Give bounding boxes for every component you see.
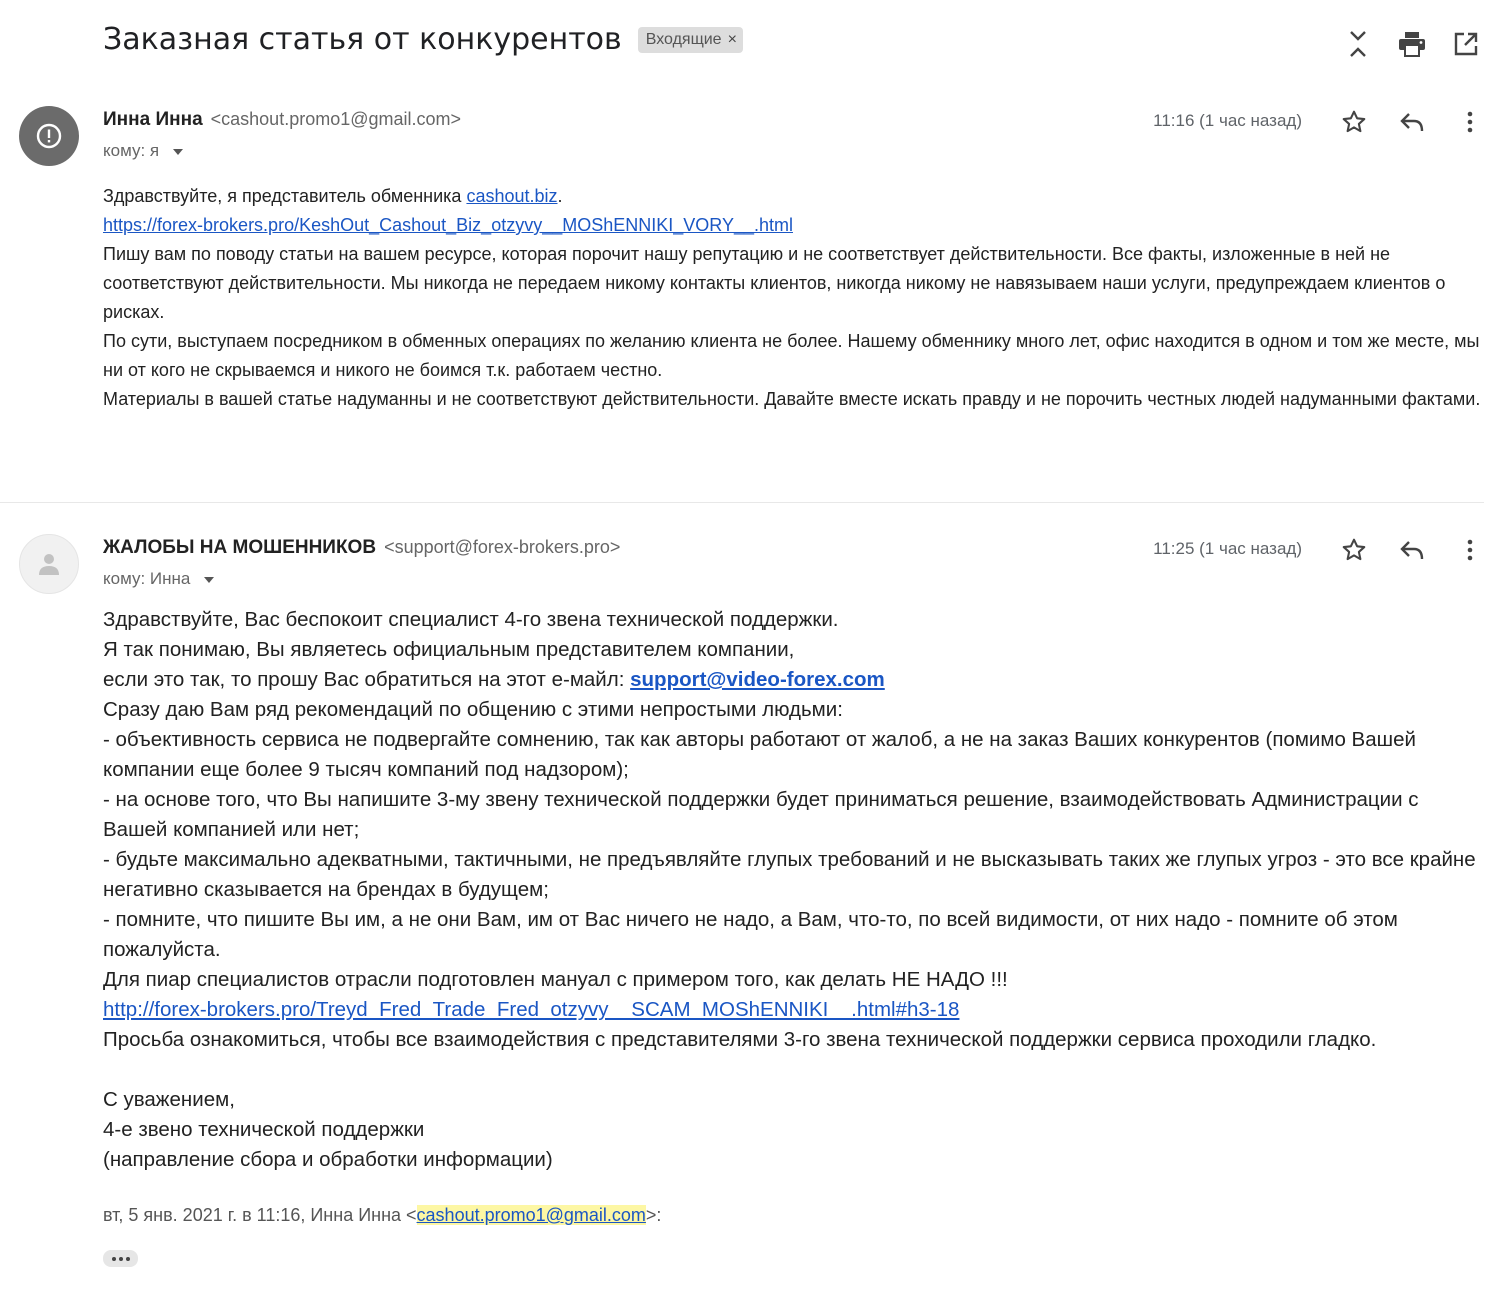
spacer [103,1055,1488,1085]
person-icon [36,551,62,577]
sender-avatar-warning [19,106,79,166]
recipients-dropdown[interactable] [103,141,183,161]
list-item: - объективность сервиса не подвергайте сомнению, так как авторы работают от жалоб, а не на заказ Ваших конкурентов (помимо Вашей компании еще более 9 тысяч компаний под надзором); [103,728,1416,781]
message-1-sender [103,109,461,131]
body-line: Сразу даю Вам ряд рекомендаций по общению с этими непростыми людьми: [103,698,843,721]
thread-subject: Заказная статья от конкурентов [103,22,622,57]
star-icon[interactable] [1338,534,1370,566]
body-paragraph: Материалы в вашей статье надуманны и не соответствуют действительности. Давайте вместе искать правду и не порочить честных людей надуманными фактами. [103,389,1481,409]
body-paragraph: По сути, выступаем посредником в обменных операциях по желанию клиента не более. Нашему обменнику много лет, офис находится в одном и том же месте, мы ни от кого не скрываемся и никого не боимся т.к. работаем честно. [103,331,1480,380]
chevron-down-icon [173,149,183,155]
chevron-down-icon [204,577,214,583]
dot-icon [112,1257,116,1261]
body-paragraph: Пишу вам по поводу статьи на вашем ресурсе, которая порочит нашу репутацию и не соответствует действительности. Все факты, изложенные в ней не соответствуют действительности. Мы никогда не передаем никому контакты клиентов, никогда никому не навязываем наши услуги, предупреждаем клиентов о рисках. [103,244,1446,322]
remove-label-icon[interactable]: × [727,30,737,48]
quote-prefix: вт, 5 янв. 2021 г. в 11:16, Инна Инна < [103,1205,417,1225]
label-chip-inbox[interactable] [638,27,743,53]
cashout-link[interactable]: cashout.biz [466,186,558,206]
recipients-dropdown[interactable] [103,569,214,589]
sender-email: <support@forex-brokers.pro> [384,537,621,557]
more-options-icon[interactable] [1454,106,1486,138]
warning-icon [36,123,62,149]
body-line: Я так понимаю, Вы являетесь официальным представителем компании, [103,638,795,661]
message-2-body [103,605,1488,1175]
dot-icon [119,1257,123,1261]
reply-icon[interactable] [1396,106,1428,138]
body-line [103,995,1488,1025]
list-item: - помните, что пишите Вы им, а не они Вам, им от Вас ничего не надо, а Вам, что-то, по всей видимости, от них надо - помните об этом пожалуйста. [103,908,1398,961]
body-line [103,182,1488,211]
manual-link[interactable]: http://forex-brokers.pro/Treyd_Fred_Trade_Fred_otzyvy__SCAM_MOShENNIKI__.html#h3-18 [103,998,960,1021]
print-icon[interactable] [1396,28,1428,60]
signature-line: С уважением, [103,1088,235,1111]
sender-avatar [19,534,79,594]
thread-toolbar [1342,28,1482,60]
star-icon[interactable] [1338,106,1370,138]
dot-icon [126,1257,130,1261]
message-2-actions [1338,534,1486,566]
label-chip-text: Входящие [645,30,722,48]
collapse-all-icon[interactable] [1342,28,1374,60]
recipients-label: кому: Инна [103,569,191,588]
signature-line: 4-е звено технической поддержки [103,1118,425,1141]
list-item: - будьте максимально адекватными, тактичными, не предъявляйте глупых требований и не высказывать таких же глупых угроз - это все крайне негативно сказывается на брендах в будущем; [103,848,1476,901]
quote-attribution [103,1205,661,1226]
body-line [103,665,1488,695]
support-email-link[interactable]: support@video-forex.com [630,668,885,691]
recipients-label: кому: я [103,141,160,160]
sender-name: ЖАЛОБЫ НА МОШЕННИКОВ [103,537,377,558]
article-link[interactable]: https://forex-brokers.pro/KeshOut_Cashout_Biz_otzyvy__MOShENNIKI_VORY__.html [103,215,793,235]
reply-icon[interactable] [1396,534,1428,566]
message-1-body [103,182,1488,414]
more-options-icon[interactable] [1454,534,1486,566]
body-line: Для пиар специалистов отрасли подготовлен мануал с примером того, как делать НЕ НАДО !!! [103,968,1008,991]
body-text: . [557,186,563,206]
quoted-email-link[interactable]: cashout.promo1@gmail.com [416,1205,646,1225]
signature-line: (направление сбора и обработки информации) [103,1148,553,1171]
message-time: 11:25 (1 час назад) [1153,539,1302,558]
message-1-actions [1338,106,1486,138]
show-trimmed-content-button[interactable] [103,1250,138,1267]
list-item: - на основе того, что Вы напишите 3-му звену технической поддержки будет приниматься решение, взаимодействовать Администрации с Вашей компанией или нет; [103,788,1419,841]
message-2-sender [103,537,620,559]
body-line [103,211,1488,240]
thread-header [103,22,743,57]
body-line: Здравствуйте, Вас беспокоит специалист 4-го звена технической поддержки. [103,608,839,631]
body-line: Просьба ознакомиться, чтобы все взаимодействия с представителями 3-го звена технической поддержки сервиса проходили гладко. [103,1028,1377,1051]
open-in-new-window-icon[interactable] [1450,28,1482,60]
body-text: Здравствуйте, я представитель обменника [103,186,467,206]
sender-email: <cashout.promo1@gmail.com> [210,109,462,129]
sender-name: Инна Инна [103,109,203,130]
message-divider [0,502,1484,503]
message-time: 11:16 (1 час назад) [1153,111,1302,130]
body-text: если это так, то прошу Вас обратиться на этот е-майл: [103,668,631,691]
quote-suffix: >: [645,1205,662,1225]
